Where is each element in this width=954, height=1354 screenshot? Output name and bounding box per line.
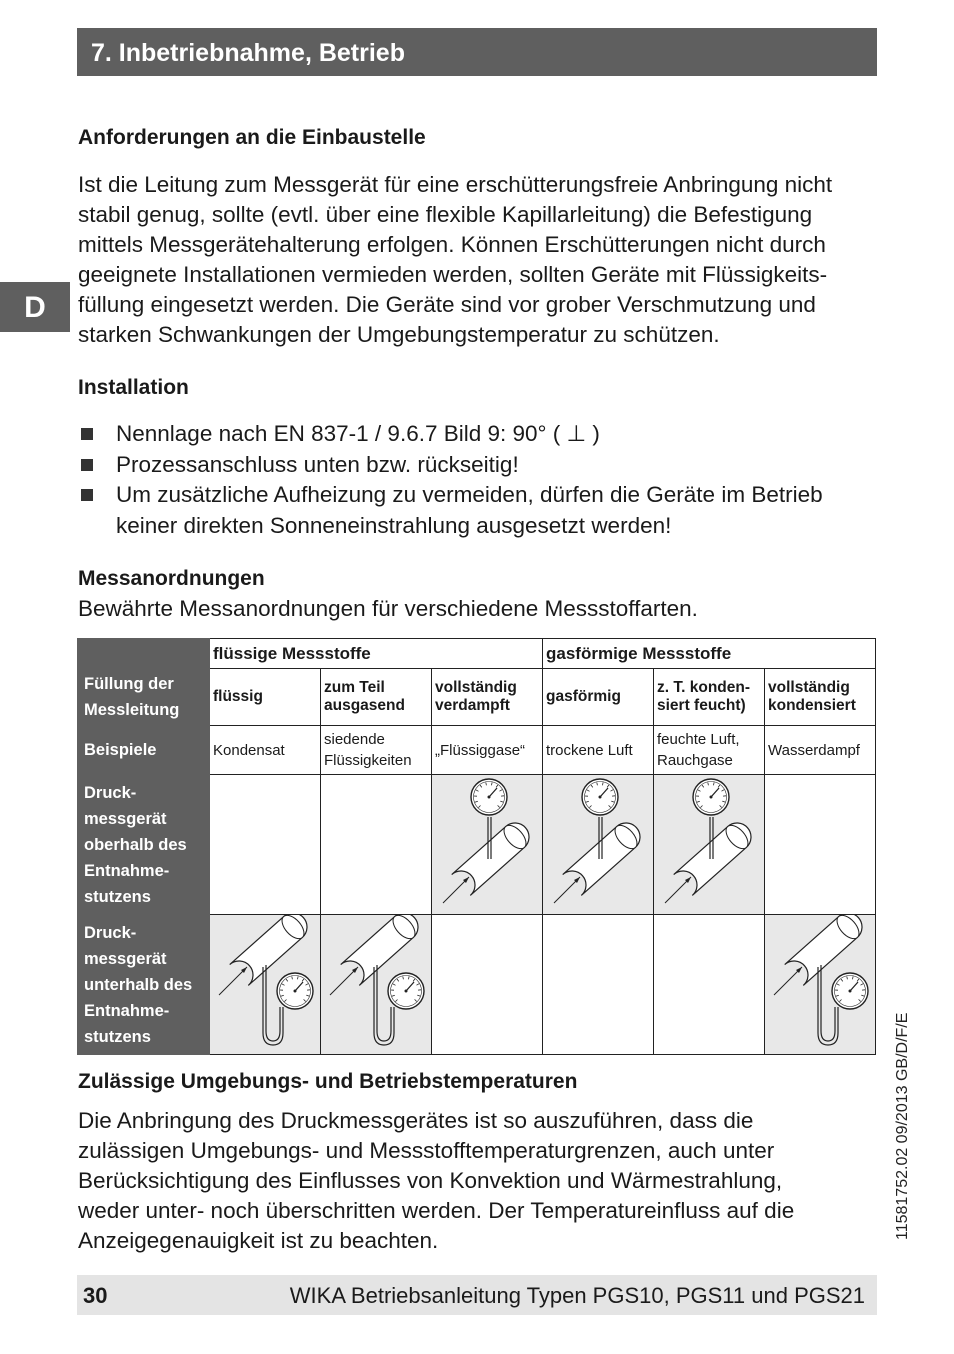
text-line: Anzeigegenauigkeit ist zu beachten.	[78, 1228, 439, 1253]
row-header-fill: Füllung der Messleitung	[78, 669, 210, 726]
arrangement-cell	[321, 775, 432, 915]
list-item	[78, 480, 878, 541]
list-item	[78, 450, 878, 481]
paragraph-einbaustelle	[78, 170, 888, 350]
arrangement-cell	[321, 915, 432, 1055]
text-line: mittels Messgerätehalterung erfolgen. Können Erschütterungen nicht durch	[78, 232, 826, 257]
heading-temperaturen: Zulässige Umgebungs- und Betriebstemperaturen	[78, 1070, 578, 1093]
example-cell: „Flüssiggase“	[432, 726, 543, 775]
arrangement-cell	[543, 915, 654, 1055]
messanordnungen-subtitle: Bewährte Messanordnungen für verschiedene Messstoffarten.	[78, 596, 698, 621]
gauge-above-diagram	[655, 775, 763, 909]
section-header: 7. Inbetriebnahme, Betrieb	[77, 28, 877, 76]
row-below	[78, 915, 876, 1055]
text-line: zulässigen Umgebungs- und Messstofftemperaturgrenzen, auch unter	[78, 1138, 775, 1163]
heading-einbaustelle: Anforderungen an die Einbaustelle	[78, 126, 426, 149]
arrangement-cell	[432, 915, 543, 1055]
language-tab: D	[0, 282, 70, 332]
bullet-square-icon	[81, 459, 93, 471]
group-header-liquid: flüssige Messstoffe	[210, 639, 543, 669]
example-cell: siedende Flüssigkeiten	[321, 726, 432, 775]
column-header: zum Teil ausgasend	[321, 669, 432, 726]
paragraph-temperaturen	[78, 1106, 888, 1256]
installation-list	[78, 419, 878, 541]
column-header: z. T. konden-siert feucht)	[654, 669, 765, 726]
gauge-below-diagram	[766, 915, 874, 1049]
column-header: gasförmig	[543, 669, 654, 726]
text-line: Ist die Leitung zum Messgerät für eine erschütterungsfreie Anbringung nicht	[78, 172, 833, 197]
gauge-below-diagram	[211, 915, 319, 1049]
text-line: Die Anbringung des Druckmessgerätes ist so auszuführen, dass die	[78, 1108, 754, 1133]
text-line: füllung eingesetzt werden. Die Geräte sind vor grober Verschmutzung und	[78, 292, 816, 317]
heading-messanordnungen: Messanordnungen	[78, 567, 265, 590]
example-cell: Wasserdampf	[765, 726, 876, 775]
column-header: flüssig	[210, 669, 321, 726]
row-header-below: Druck-messgerät unterhalb des Entnahme-stutzens	[78, 915, 210, 1055]
heading-installation: Installation	[78, 376, 189, 399]
bullet-square-icon	[81, 428, 93, 440]
group-header-gas: gasförmige Messstoffe	[543, 639, 876, 669]
example-cell: feuchte Luft, Rauchgase	[654, 726, 765, 775]
measurement-arrangement-table	[77, 638, 876, 1055]
arrangement-cell	[765, 775, 876, 915]
list-item-text: Prozessanschluss unten bzw. rückseitig!	[116, 451, 519, 477]
text-line: Berücksichtigung des Einflusses von Konvektion und Wärmestrahlung,	[78, 1168, 783, 1193]
text-line: starken Schwankungen der Umgebungstemperatur zu schützen.	[78, 322, 720, 347]
table-corner	[78, 639, 210, 669]
list-item	[78, 419, 878, 450]
column-header: vollständig verdampft	[432, 669, 543, 726]
text-line: geeignete Installationen vermieden werden, sollten Geräte mit Flüssigkeits-	[78, 262, 828, 287]
text-line: weder unter- noch überschritten werden. Der Temperatureinfluss auf die	[78, 1198, 795, 1223]
document-code: 11581752.02 09/2013 GB/D/F/E	[894, 1012, 911, 1240]
example-cell: trockene Luft	[543, 726, 654, 775]
row-header-above: Druck-messgerät oberhalb des Entnahme-stutzens	[78, 775, 210, 915]
gauge-above-diagram	[544, 775, 652, 909]
gauge-below-diagram	[322, 915, 430, 1049]
list-item-text: Um zusätzliche Aufheizung zu vermeiden, dürfen die Geräte im Betrieb keiner direkten Sonneneinstrahlung ausgesetzt werden!	[116, 482, 823, 538]
text-line: stabil genug, sollte (evtl. über eine flexible Kapillarleitung) die Befestigung	[78, 202, 813, 227]
row-above	[78, 775, 876, 915]
arrangement-cell	[543, 775, 654, 915]
gauge-above-diagram	[433, 775, 541, 909]
arrangement-cell	[765, 915, 876, 1055]
row-header-examples: Beispiele	[78, 726, 210, 775]
example-cell: Kondensat	[210, 726, 321, 775]
arrangement-cell	[654, 775, 765, 915]
arrangement-cell	[210, 775, 321, 915]
arrangement-cell	[210, 915, 321, 1055]
footer-title: WIKA Betriebsanleitung Typen PGS10, PGS11 und PGS21	[289, 1283, 865, 1308]
page-number: 30	[83, 1283, 108, 1308]
column-header: vollständig kondensiert	[765, 669, 876, 726]
list-item-text: Nennlage nach EN 837-1 / 9.6.7 Bild 9: 90° ( ⊥ )	[116, 421, 600, 446]
bullet-square-icon	[81, 489, 93, 501]
arrangement-cell	[654, 915, 765, 1055]
arrangement-cell	[432, 775, 543, 915]
page-footer	[77, 1275, 877, 1315]
